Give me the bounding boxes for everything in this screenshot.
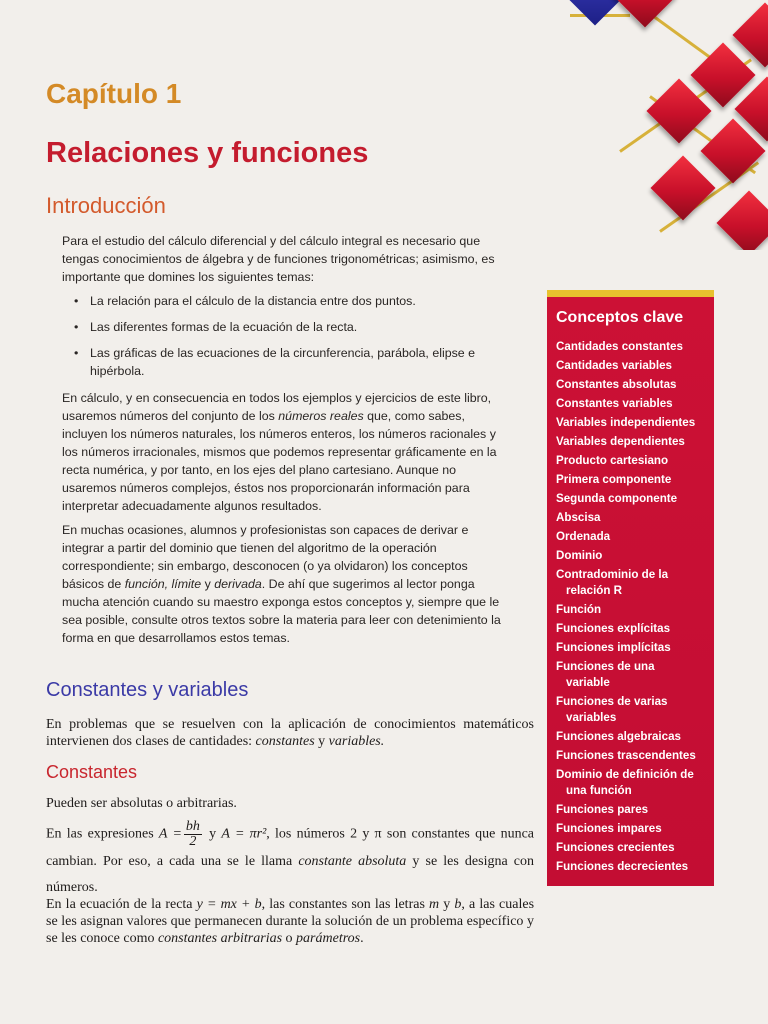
list-item: Constantes variables xyxy=(556,397,673,410)
constants-paragraph-2: En las expresiones A = $\frac{bh}{2}$ y A = πr², los números 2 y π son constantes que nunca cambian. Por eso, a cada una se le llama constante absoluta y se les designa con números. xyxy=(46,819,534,895)
list-item: Funciones pares xyxy=(556,803,649,816)
list-item: Funciones de una variable xyxy=(556,660,655,689)
constants-variables-heading: Constantes y variables xyxy=(46,679,249,701)
list-item: Funciones decrecientes xyxy=(556,860,689,873)
concepts-paragraph: En muchas ocasiones, alumnos y profesionistas son capaces de derivar e integrar a partir del dominio que tienen del algoritmo de la operación correspondiente; sin embargo, desconocen (o ya olvidaron) los conceptos básicos de función, límite y derivada. De ahí que sugerimos al lector ponga mucha atención cuando su maestro exponga estos conceptos y, siempre que le sea posible, consulte otros textos sobre la materia para leer con detenimiento la forma en que desarrollamos estos temas. xyxy=(62,523,501,645)
list-item: Ordenada xyxy=(556,530,611,543)
list-item: Función xyxy=(556,603,602,616)
list-item: • Las diferentes formas de la ecuación de la recta. xyxy=(74,318,504,336)
list-item: Abscisa xyxy=(556,511,601,524)
list-item: • Las gráficas de las ecuaciones de la circunferencia, parábola, elipse e hipérbola. xyxy=(74,344,504,380)
constants-variables-paragraph: En problemas que se resuelven con la aplicación de conocimientos matemáticos intervienen dos clases de cantidades: constantes y variables. xyxy=(46,717,534,749)
list-item: Contradominio de la relación R xyxy=(556,568,669,597)
list-item: • La relación para el cálculo de la distancia entre dos puntos. xyxy=(74,292,504,310)
list-item: Funciones implícitas xyxy=(556,641,671,654)
list-item: Funciones de varias variables xyxy=(556,695,668,724)
panel-top-stripe xyxy=(547,290,714,297)
decorative-cubes-image xyxy=(560,0,768,250)
constants-paragraph-1: Pueden ser absolutas o arbitrarias. xyxy=(46,796,237,811)
key-concepts-title: Conceptos clave xyxy=(556,309,684,326)
constants-paragraph-3: En la ecuación de la recta y = mx + b, las constantes son las letras m y b, a las cuales se les asignan valores que permanecen durante la solución de un problema específico y se les conoce como constantes arbitrarias o parámetros. xyxy=(46,897,535,946)
list-item: Cantidades constantes xyxy=(556,340,683,353)
list-item: Constantes absolutas xyxy=(556,378,677,391)
constants-heading: Constantes xyxy=(46,762,138,782)
list-item: Dominio xyxy=(556,549,603,562)
list-item: Variables dependientes xyxy=(556,435,685,448)
list-item: Primera componente xyxy=(556,473,672,486)
real-numbers-paragraph: En cálculo, y en consecuencia en todos los ejemplos y ejercicios de este libro, usaremos números del conjunto de los números reales que, como sabes, incluyen los números naturales, los números enteros, los números racionales y los números irracionales, mismos que podemos representar gráficamente en la recta numérica, y por tanto, en los ejes del plano cartesiano. Aunque no usaremos números complejos, éstos nos proporcionarán información para interpretar adecuadamente algunos resultados. xyxy=(62,391,497,513)
key-concepts-panel xyxy=(547,290,714,886)
list-item: Funciones crecientes xyxy=(556,841,675,854)
list-item: Segunda componente xyxy=(556,492,678,505)
list-item: Variables independientes xyxy=(556,416,696,429)
key-concepts-list xyxy=(556,339,711,878)
list-item: Producto cartesiano xyxy=(556,454,669,467)
list-item: Funciones impares xyxy=(556,822,662,835)
intro-heading: Introducción xyxy=(46,193,166,218)
fraction-bh-over-2: $\frac{bh}{2}$ xyxy=(185,819,200,849)
list-item: Funciones algebraicas xyxy=(556,730,682,743)
chapter-label: Capítulo 1 xyxy=(46,78,182,109)
list-item: Dominio de definición de una función xyxy=(556,768,694,797)
intro-paragraph: Para el estudio del cálculo diferencial y del cálculo integral es necesario que tengas conocimientos de álgebra y de funciones trigonométricas; asimismo, es importante que domines los siguientes temas: xyxy=(62,234,495,284)
list-item: Funciones explícitas xyxy=(556,622,671,635)
chapter-title: Relaciones y funciones xyxy=(46,137,369,169)
intro-bullet-list xyxy=(74,292,504,388)
list-item: Funciones trascendentes xyxy=(556,749,696,762)
list-item: Cantidades variables xyxy=(556,359,672,372)
